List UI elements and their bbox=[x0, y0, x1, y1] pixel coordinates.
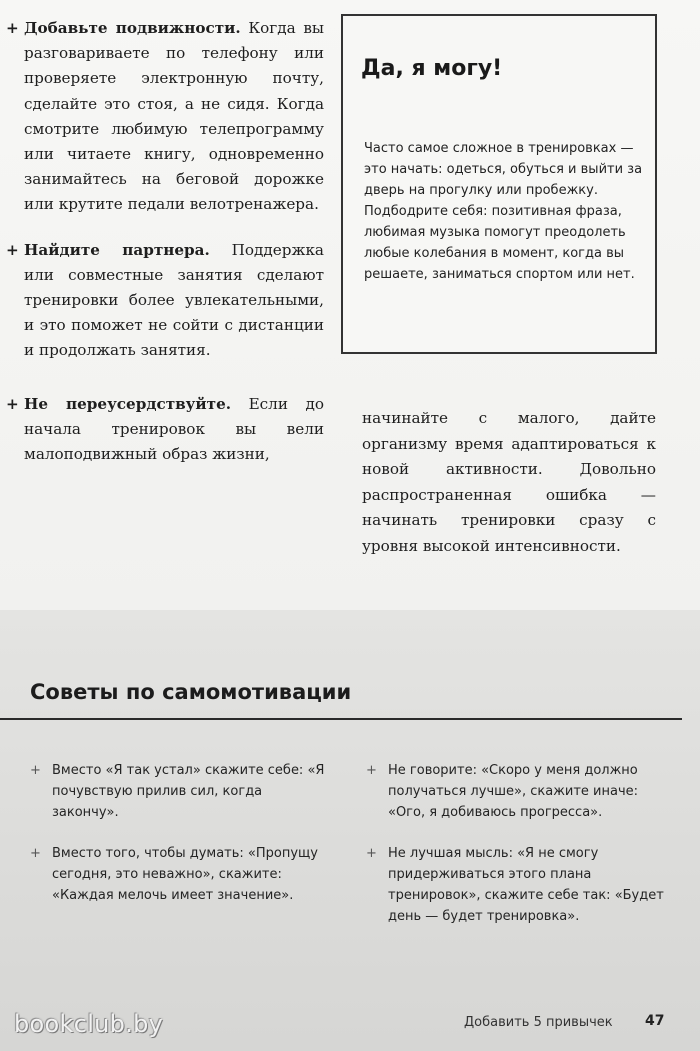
tip-text: Вместо «Я так устал» скажите себе: «Я почувствую прилив сил, когда закончу». bbox=[52, 763, 325, 820]
sidebar-text: Часто самое сложное в тренировках — это начать: одеться, обуться и выйти за дверь на прогулку или пробежку. Подбодрите себя: позитивная фраза, любимая музыка помогут преодолеть любые колебания в момент, когда вы решаете, заниматься спортом или нет. bbox=[364, 141, 643, 282]
tips-right-column bbox=[366, 760, 666, 947]
tip-text: Вместо того, чтобы думать: «Пропущу сегодня, это неважно», скажите: «Каждая мелочь имеет значение». bbox=[52, 846, 318, 903]
tip-item bbox=[30, 843, 330, 906]
plus-icon: + bbox=[366, 763, 377, 778]
tip-text: Не говорите: «Скоро у меня должно получаться лучше», скажите иначе: «Ого, я добиваюсь прогресса». bbox=[388, 763, 639, 820]
bullet-lead: Найдите партнера. bbox=[24, 240, 210, 259]
tip-text: Не лучшая мысль: «Я не смогу придерживаться этого плана тренировок», скажите себе так: «Будет день — будет тренировка». bbox=[388, 846, 664, 924]
tips-divider bbox=[0, 718, 682, 720]
running-head: Добавить 5 привычек bbox=[464, 1015, 613, 1030]
tip-item bbox=[366, 843, 666, 927]
page-number: 47 bbox=[645, 1013, 665, 1029]
continuation-paragraph: начинайте с малого, дайте организму время адаптироваться к новой активности. Довольно распространенная ошибка — начинать тренировки сразу с уровня высокой интенсивности. bbox=[362, 409, 656, 555]
sidebar-box bbox=[341, 14, 657, 354]
plus-icon: + bbox=[6, 394, 19, 413]
plus-icon: + bbox=[366, 846, 377, 861]
plus-icon: + bbox=[6, 240, 19, 259]
sidebar-title: Да, я могу! bbox=[361, 56, 503, 81]
bullet-text: Когда вы разговариваете по телефону или проверяете электронную почту, сделайте это стоя, а не сидя. Когда смотрите любимую телепрограмму или читаете книгу, одновременно занимайтесь на беговой дорожке или крутите педали велотренажера. bbox=[24, 19, 324, 214]
bullet-find-partner bbox=[6, 238, 324, 364]
watermark: bookclub.by bbox=[14, 1010, 164, 1038]
plus-icon: + bbox=[30, 846, 41, 861]
tips-left-column bbox=[30, 760, 330, 926]
bullet-lead: Добавьте подвижности. bbox=[24, 19, 241, 37]
bullet-add-mobility bbox=[6, 16, 324, 218]
tip-item bbox=[366, 760, 666, 823]
tips-heading: Советы по самомотивации bbox=[30, 680, 352, 704]
bullet-dont-overdo bbox=[6, 392, 324, 468]
tip-item bbox=[30, 760, 330, 823]
bullet-text: Если до начала тренировок вы вели малоподвижный образ жизни, bbox=[24, 394, 325, 464]
plus-icon: + bbox=[6, 19, 19, 37]
bullet-text: Поддержка или совместные занятия сделают тренировки более увлекательными, и это поможет не сойти с дистанции и продолжать занятия. bbox=[24, 240, 324, 360]
plus-icon: + bbox=[30, 763, 41, 778]
left-column bbox=[6, 16, 324, 487]
bullet-lead: Не переусердствуйте. bbox=[24, 394, 232, 413]
